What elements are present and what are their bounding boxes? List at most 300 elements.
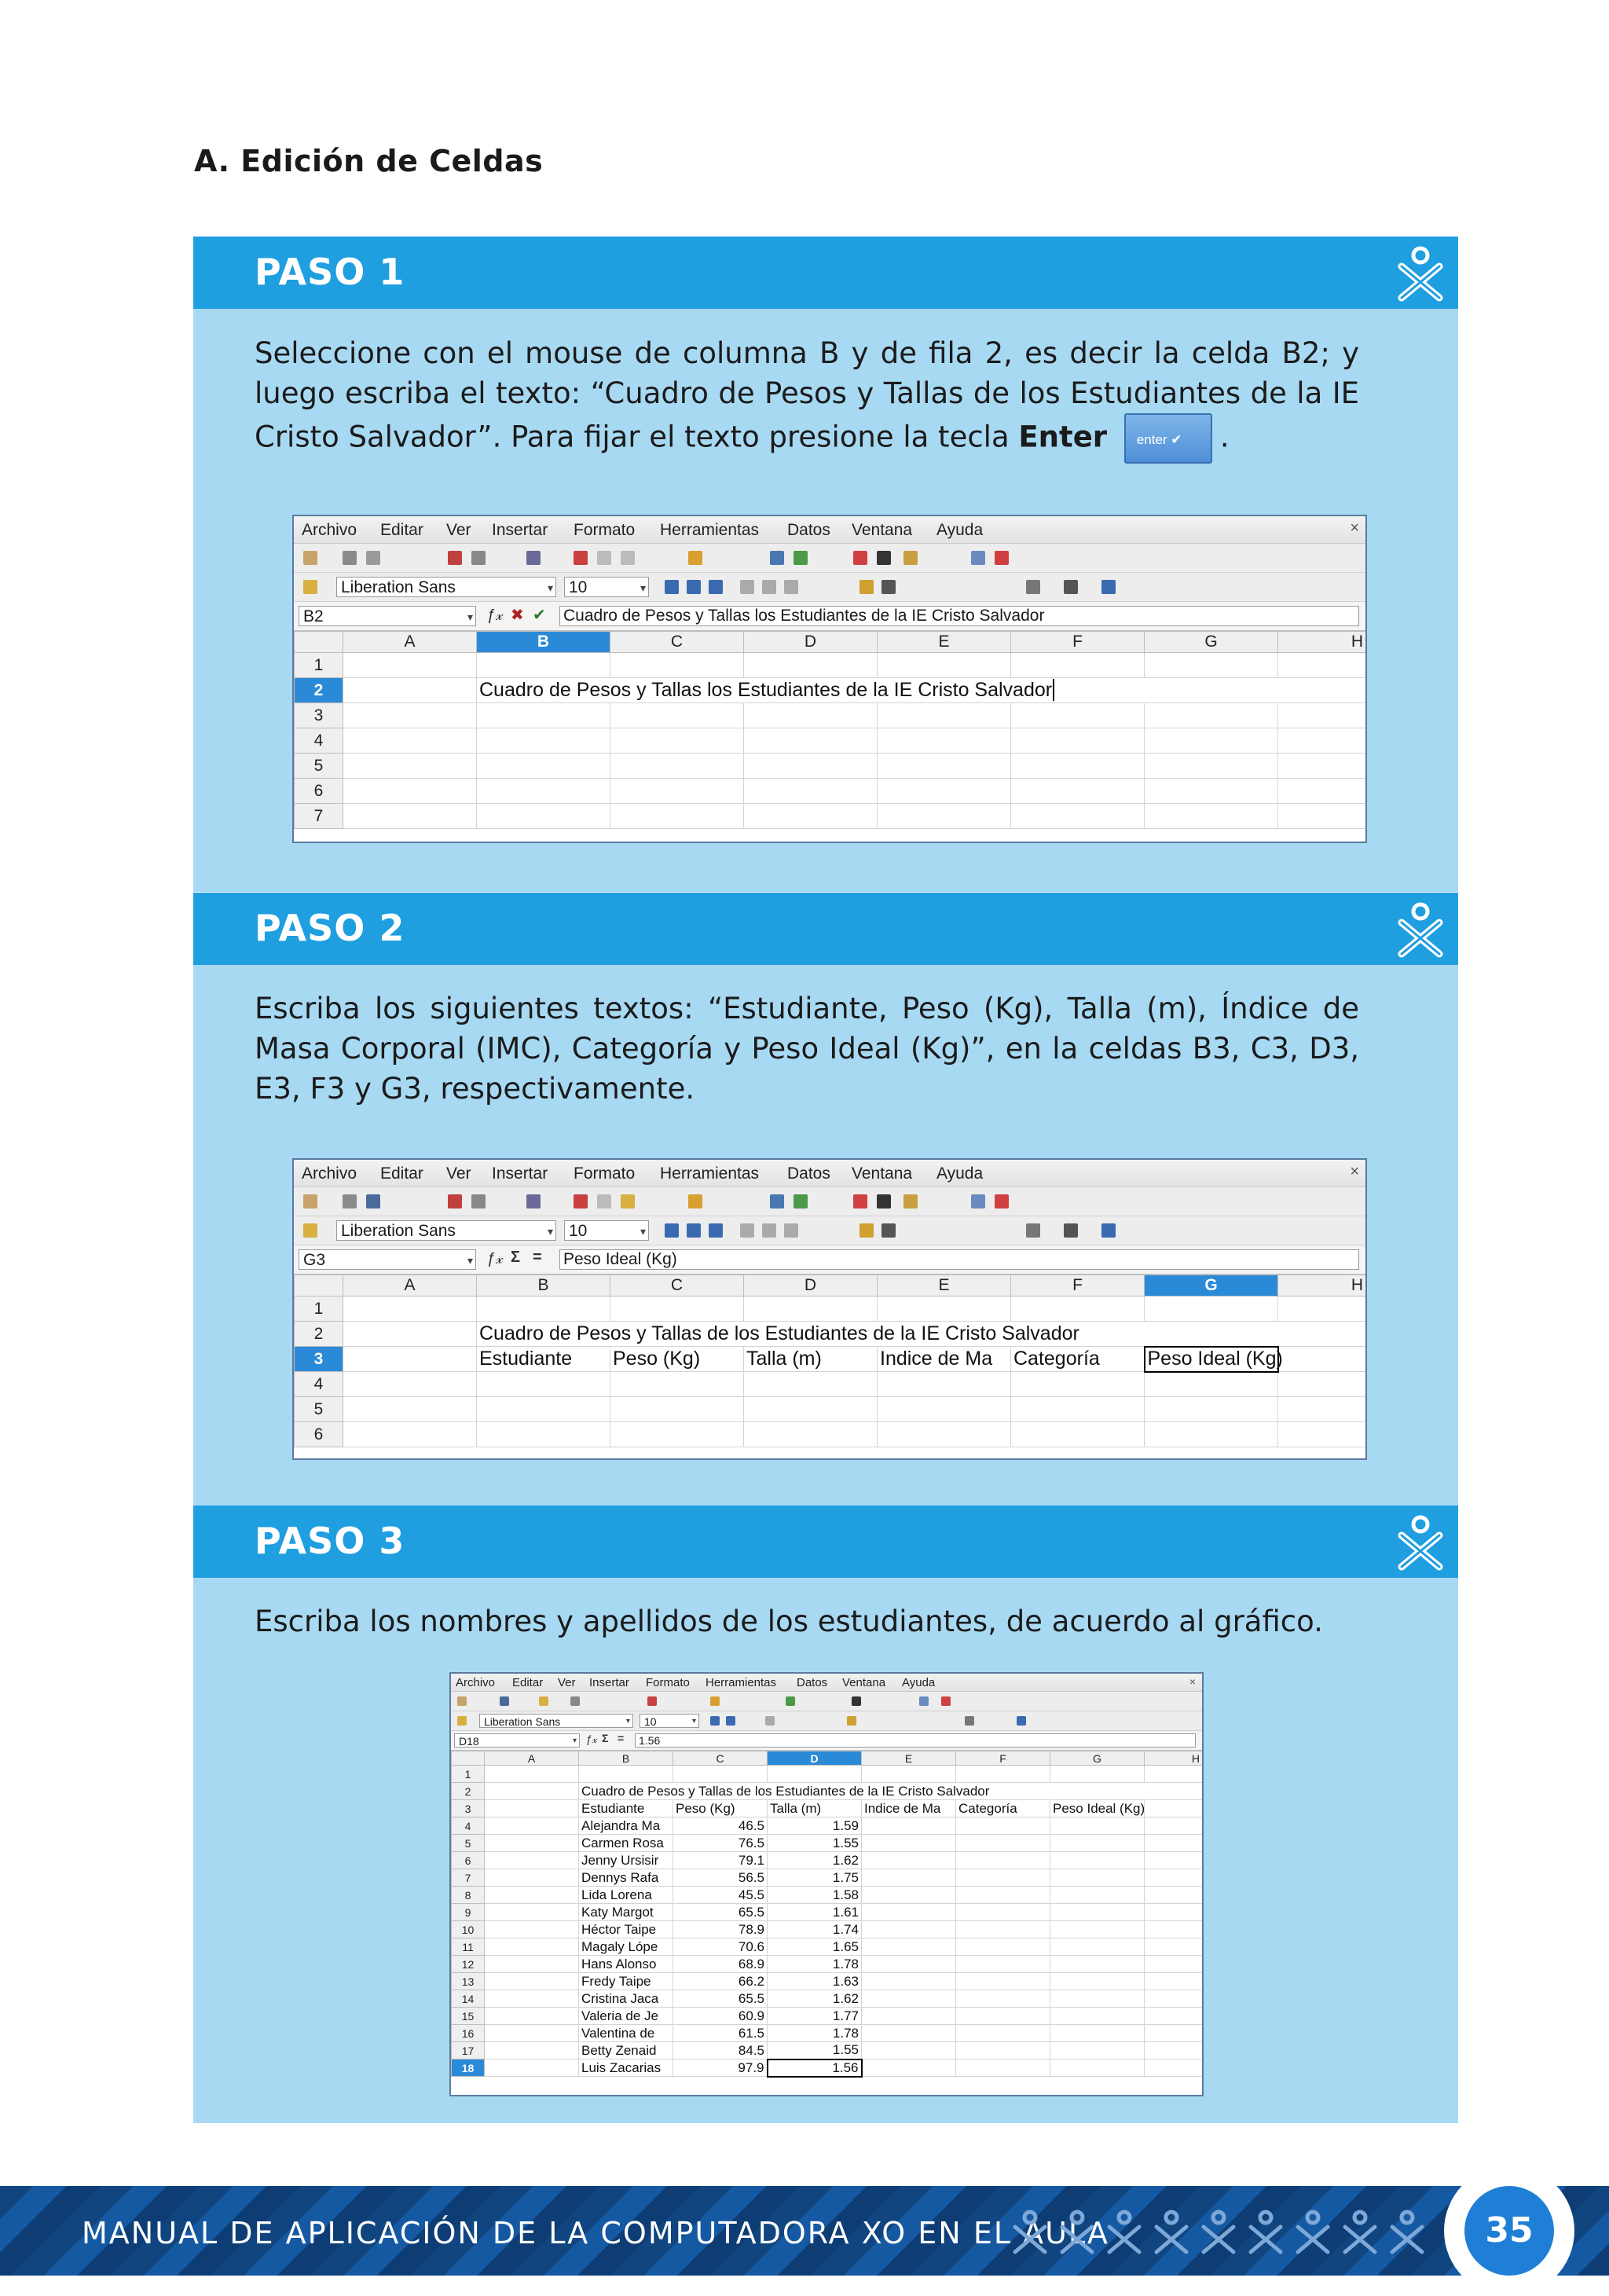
close-icon[interactable]: × — [1350, 519, 1359, 537]
cut-icon[interactable] — [574, 1194, 588, 1209]
align-center-icon[interactable] — [762, 1223, 776, 1238]
menu-ayuda[interactable]: Ayuda — [902, 1676, 936, 1689]
cell-g3[interactable]: Peso Ideal (Kg) — [1145, 1347, 1278, 1372]
student-name-cell[interactable]: Jenny Ursisir — [579, 1852, 673, 1869]
percent-icon[interactable] — [881, 580, 896, 594]
save-icon[interactable] — [500, 1696, 509, 1706]
sort-icon[interactable] — [794, 1194, 808, 1209]
help-icon[interactable] — [995, 551, 1009, 565]
col-header-b[interactable]: B — [579, 1751, 673, 1766]
cell-h[interactable] — [1145, 1835, 1203, 1852]
peso-cell[interactable]: 68.9 — [673, 1956, 768, 1973]
peso-cell[interactable]: 84.5 — [673, 2042, 768, 2059]
sum-icon[interactable]: Σ — [602, 1732, 609, 1744]
gallery-icon[interactable] — [903, 551, 918, 565]
paste-icon[interactable] — [621, 1194, 635, 1209]
student-name-cell[interactable]: Cristina Jaca — [579, 1990, 673, 2008]
cell-f[interactable] — [956, 1835, 1050, 1852]
menu-formato[interactable]: Formato — [646, 1676, 690, 1689]
cell-g[interactable] — [1050, 1990, 1145, 2008]
cell-g[interactable] — [1050, 2059, 1145, 2077]
formula-input[interactable]: 1.56 — [635, 1733, 1196, 1748]
col-header-a[interactable]: A — [485, 1751, 579, 1766]
menu-editar[interactable]: Editar — [380, 521, 423, 539]
cell-g[interactable] — [1050, 2042, 1145, 2059]
hyperlink-icon[interactable] — [770, 551, 784, 565]
col-header-e[interactable]: E — [862, 1751, 956, 1766]
open-icon[interactable] — [343, 1194, 357, 1209]
cell-g[interactable] — [1050, 1921, 1145, 1938]
spellcheck-icon[interactable] — [526, 1194, 541, 1209]
cell-e[interactable] — [862, 1852, 956, 1869]
talla-cell[interactable]: 1.65 — [768, 1938, 862, 1956]
col-header-e[interactable]: E — [878, 1275, 1011, 1297]
cell-f[interactable] — [956, 1938, 1050, 1956]
navigator-icon[interactable] — [852, 1696, 861, 1706]
cut-icon[interactable] — [574, 551, 588, 565]
cell-a[interactable] — [485, 1835, 579, 1852]
name-box[interactable]: D18 ▾ — [454, 1733, 580, 1748]
formula-input[interactable]: Cuadro de Pesos y Tallas los Estudiantes de la IE Cristo Salvador — [559, 606, 1359, 626]
align-left-icon[interactable] — [765, 1716, 775, 1726]
italic-icon[interactable] — [687, 580, 701, 594]
col-header-c[interactable]: C — [610, 1275, 744, 1297]
student-name-cell[interactable]: Magaly Lópe — [579, 1938, 673, 1956]
student-name-cell[interactable]: Valeria de Je — [579, 2008, 673, 2025]
col-header-d[interactable]: D — [744, 1275, 878, 1297]
row-header[interactable]: 8 — [452, 1887, 485, 1904]
cell-a[interactable] — [485, 2025, 579, 2042]
cell-h[interactable] — [1145, 1938, 1203, 1956]
function-icon[interactable]: = — [618, 1732, 625, 1744]
menu-archivo[interactable]: Archivo — [456, 1676, 496, 1689]
sum-icon[interactable]: Σ — [511, 1249, 521, 1266]
row-header[interactable]: 5 — [295, 754, 343, 779]
function-wizard-icon[interactable]: ƒ𝓍 — [586, 1733, 598, 1745]
menu-datos[interactable]: Datos — [787, 521, 830, 539]
row-header[interactable]: 4 — [452, 1817, 485, 1835]
cell-f[interactable] — [956, 1869, 1050, 1887]
cell-g[interactable] — [1050, 2025, 1145, 2042]
col-header-f[interactable]: F — [956, 1751, 1050, 1766]
col-header-g[interactable]: G — [1145, 1275, 1278, 1297]
save-icon[interactable] — [366, 1194, 380, 1209]
align-left-icon[interactable] — [740, 1223, 754, 1238]
cell-e3[interactable]: Indice de Ma — [878, 1347, 1011, 1372]
hyperlink-icon[interactable] — [770, 1194, 784, 1209]
row-header[interactable]: 3 — [452, 1800, 485, 1817]
cell-a[interactable] — [485, 1904, 579, 1921]
talla-cell[interactable]: 1.74 — [768, 1921, 862, 1938]
cell-d3[interactable]: Talla (m) — [768, 1800, 862, 1817]
row-header[interactable]: 6 — [452, 1852, 485, 1869]
cell-f3[interactable]: Categoría — [1011, 1347, 1145, 1372]
cell-c3[interactable]: Peso (Kg) — [673, 1800, 768, 1817]
menu-ayuda[interactable]: Ayuda — [936, 521, 984, 539]
cell-b3[interactable]: Estudiante — [477, 1347, 610, 1372]
menu-herramientas[interactable]: Herramientas — [660, 521, 760, 539]
row-header[interactable]: 6 — [295, 779, 343, 804]
student-name-cell[interactable]: Hans Alonso — [579, 1956, 673, 1973]
cell-f[interactable] — [956, 2008, 1050, 2025]
talla-cell[interactable]: 1.77 — [768, 2008, 862, 2025]
help-icon[interactable] — [995, 1194, 1009, 1209]
new-icon[interactable] — [303, 1194, 317, 1209]
cell-a[interactable] — [485, 1921, 579, 1938]
menu-insertar[interactable]: Insertar — [492, 521, 548, 539]
row-header[interactable]: 14 — [452, 1990, 485, 2008]
pdf-icon[interactable] — [448, 1194, 462, 1209]
peso-cell[interactable]: 66.2 — [673, 1973, 768, 1990]
cell-b3[interactable]: Estudiante — [579, 1800, 673, 1817]
pdf-icon[interactable] — [448, 551, 462, 565]
menu-editar[interactable]: Editar — [380, 1165, 423, 1183]
find-icon[interactable] — [919, 1696, 929, 1706]
cell-f3[interactable]: Categoría — [956, 1800, 1050, 1817]
font-size-combo[interactable]: 10 ▾ — [564, 577, 649, 597]
row-header[interactable]: 5 — [452, 1835, 485, 1852]
menu-ver[interactable]: Ver — [558, 1676, 576, 1689]
cell-e[interactable] — [862, 1817, 956, 1835]
row-header[interactable]: 6 — [295, 1422, 343, 1447]
row-header[interactable]: 1 — [452, 1766, 485, 1783]
col-header-b[interactable]: B — [477, 632, 610, 653]
row-header[interactable]: 10 — [452, 1921, 485, 1938]
col-header-f[interactable]: F — [1011, 1275, 1145, 1297]
menu-ver[interactable]: Ver — [446, 521, 471, 539]
menu-archivo[interactable]: Archivo — [302, 1165, 357, 1183]
print-icon[interactable] — [471, 551, 486, 565]
borders-icon[interactable] — [1026, 1223, 1040, 1238]
cell-h[interactable] — [1145, 2042, 1203, 2059]
cell-f[interactable] — [956, 1852, 1050, 1869]
bold-icon[interactable] — [710, 1716, 720, 1726]
col-header-d[interactable]: D — [744, 632, 878, 653]
cut-icon[interactable] — [647, 1696, 657, 1706]
talla-cell[interactable]: 1.75 — [768, 1869, 862, 1887]
cell-a[interactable] — [485, 1817, 579, 1835]
currency-icon[interactable] — [847, 1716, 856, 1726]
cell-g[interactable] — [1050, 1852, 1145, 1869]
talla-cell[interactable]: 1.62 — [768, 1852, 862, 1869]
cell-b2[interactable]: Cuadro de Pesos y Tallas de los Estudiantes de la IE Cristo Salvador — [579, 1783, 1203, 1800]
student-name-cell[interactable]: Valentina de — [579, 2025, 673, 2042]
cell-e[interactable] — [862, 2042, 956, 2059]
row-header[interactable]: 17 — [452, 2042, 485, 2059]
row-header[interactable]: 7 — [295, 804, 343, 829]
cell-h[interactable] — [1145, 1887, 1203, 1904]
menu-ver[interactable]: Ver — [446, 1165, 471, 1183]
cell-a[interactable] — [485, 2042, 579, 2059]
col-header-c[interactable]: C — [673, 1751, 768, 1766]
menu-herramientas[interactable]: Herramientas — [660, 1165, 760, 1183]
gallery-icon[interactable] — [903, 1194, 918, 1209]
row-header[interactable]: 2 — [295, 1322, 343, 1347]
row-header[interactable]: 9 — [452, 1904, 485, 1921]
font-size-combo[interactable]: 10 ▾ — [640, 1714, 699, 1728]
cell-c3[interactable]: Peso (Kg) — [610, 1347, 744, 1372]
peso-cell[interactable]: 60.9 — [673, 2008, 768, 2025]
cell-a[interactable] — [485, 2008, 579, 2025]
cell-f[interactable] — [956, 1904, 1050, 1921]
font-name-combo[interactable]: Liberation Sans ▾ — [336, 1220, 556, 1241]
row-header[interactable]: 11 — [452, 1938, 485, 1956]
cell-e[interactable] — [862, 1921, 956, 1938]
menu-herramientas[interactable]: Herramientas — [706, 1676, 777, 1689]
currency-icon[interactable] — [859, 580, 874, 594]
student-name-cell[interactable]: Lida Lorena — [579, 1887, 673, 1904]
copy-icon[interactable] — [597, 1194, 611, 1209]
talla-cell[interactable]: 1.55 — [768, 2042, 862, 2059]
menu-datos[interactable]: Datos — [787, 1165, 830, 1183]
cell-g[interactable] — [1050, 2008, 1145, 2025]
cell-a[interactable] — [485, 1990, 579, 2008]
cell-f[interactable] — [956, 2059, 1050, 2077]
menu-formato[interactable]: Formato — [574, 521, 636, 539]
peso-cell[interactable]: 70.6 — [673, 1938, 768, 1956]
cell-a[interactable] — [485, 1852, 579, 1869]
new-icon[interactable] — [457, 1696, 467, 1706]
peso-cell[interactable]: 65.5 — [673, 1904, 768, 1921]
align-right-icon[interactable] — [784, 1223, 798, 1238]
row-header[interactable]: 5 — [295, 1397, 343, 1422]
underline-icon[interactable] — [709, 580, 723, 594]
menu-ventana[interactable]: Ventana — [842, 1676, 886, 1689]
name-box[interactable]: B2 ▾ — [299, 606, 476, 626]
undo-icon[interactable] — [688, 1194, 702, 1209]
function-wizard-icon[interactable]: ƒ𝓍 — [487, 1250, 504, 1267]
menu-formato[interactable]: Formato — [574, 1165, 636, 1183]
currency-icon[interactable] — [859, 1223, 874, 1238]
bold-icon[interactable] — [665, 1223, 679, 1238]
cell-g[interactable] — [1050, 1817, 1145, 1835]
cell-a[interactable] — [485, 1887, 579, 1904]
paste-icon[interactable] — [621, 551, 635, 565]
cancel-icon[interactable]: ✖ — [511, 607, 524, 624]
row-header[interactable]: 1 — [295, 653, 343, 678]
navigator-icon[interactable] — [877, 551, 891, 565]
function-icon[interactable]: = — [533, 1249, 542, 1266]
chart-icon[interactable] — [853, 551, 867, 565]
cell-h[interactable] — [1145, 1817, 1203, 1835]
corner-cell[interactable] — [452, 1751, 485, 1766]
row-header[interactable]: 12 — [452, 1956, 485, 1973]
peso-cell[interactable]: 61.5 — [673, 2025, 768, 2042]
cell-h[interactable] — [1145, 2008, 1203, 2025]
student-name-cell[interactable]: Dennys Rafa — [579, 1869, 673, 1887]
background-color-icon[interactable] — [1064, 1223, 1078, 1238]
cell-f[interactable] — [956, 1956, 1050, 1973]
student-name-cell[interactable]: Carmen Rosa — [579, 1835, 673, 1852]
student-name-cell[interactable]: Fredy Taipe — [579, 1973, 673, 1990]
close-icon[interactable]: × — [1350, 1163, 1359, 1180]
cell-g[interactable] — [1050, 1938, 1145, 1956]
cell-e[interactable] — [862, 2008, 956, 2025]
cell-f[interactable] — [956, 1921, 1050, 1938]
cell-a[interactable] — [485, 1869, 579, 1887]
cell-e[interactable] — [862, 2059, 956, 2077]
find-icon[interactable] — [971, 1194, 985, 1209]
cell-h[interactable] — [1145, 1956, 1203, 1973]
corner-cell[interactable] — [295, 632, 343, 653]
cell-b2[interactable]: Cuadro de Pesos y Tallas de los Estudiantes de la IE Cristo Salvador — [477, 1322, 1366, 1347]
talla-cell[interactable]: 1.56 — [768, 2059, 862, 2077]
talla-cell[interactable]: 1.58 — [768, 1887, 862, 1904]
cell-e[interactable] — [862, 1835, 956, 1852]
copy-icon[interactable] — [597, 551, 611, 565]
font-color-icon[interactable] — [1101, 580, 1116, 594]
align-center-icon[interactable] — [762, 580, 776, 594]
new-icon[interactable] — [303, 551, 317, 565]
cell-a[interactable] — [485, 1956, 579, 1973]
sort-icon[interactable] — [786, 1696, 795, 1706]
navigator-icon[interactable] — [877, 1194, 891, 1209]
chart-icon[interactable] — [853, 1194, 867, 1209]
cell-h[interactable] — [1145, 1904, 1203, 1921]
font-color-icon[interactable] — [1017, 1716, 1026, 1726]
row-header[interactable]: 1 — [295, 1297, 343, 1322]
row-header[interactable]: 4 — [295, 728, 343, 754]
row-header[interactable]: 3 — [295, 1347, 343, 1372]
cell-g[interactable] — [1050, 1869, 1145, 1887]
borders-icon[interactable] — [1026, 580, 1040, 594]
font-size-combo[interactable]: 10 ▾ — [564, 1220, 649, 1241]
col-header-h[interactable]: H — [1278, 632, 1366, 653]
open-icon[interactable] — [343, 551, 357, 565]
print-icon[interactable] — [570, 1696, 580, 1706]
font-color-icon[interactable] — [1101, 1223, 1116, 1238]
cell-f[interactable] — [956, 2042, 1050, 2059]
cell-e[interactable] — [862, 1904, 956, 1921]
percent-icon[interactable] — [881, 1223, 896, 1238]
cell-g[interactable] — [1050, 1835, 1145, 1852]
talla-cell[interactable]: 1.59 — [768, 1817, 862, 1835]
cell-h[interactable] — [1145, 1869, 1203, 1887]
cell-f[interactable] — [956, 1990, 1050, 2008]
cell-a[interactable] — [485, 1938, 579, 1956]
function-wizard-icon[interactable]: ƒ𝓍 — [487, 607, 504, 624]
talla-cell[interactable]: 1.78 — [768, 2025, 862, 2042]
col-header-e[interactable]: E — [878, 632, 1011, 653]
cell-f[interactable] — [956, 2025, 1050, 2042]
cell-a[interactable] — [485, 1973, 579, 1990]
row-header[interactable]: 18 — [452, 2059, 485, 2077]
formula-input[interactable]: Peso Ideal (Kg) — [559, 1249, 1359, 1270]
undo-icon[interactable] — [710, 1696, 720, 1706]
bold-icon[interactable] — [665, 580, 679, 594]
peso-cell[interactable]: 76.5 — [673, 1835, 768, 1852]
save-icon[interactable] — [366, 551, 380, 565]
styles-icon[interactable] — [457, 1716, 467, 1726]
peso-cell[interactable]: 78.9 — [673, 1921, 768, 1938]
menu-insertar[interactable]: Insertar — [589, 1676, 629, 1689]
cell-e3[interactable]: Indice de Ma — [862, 1800, 956, 1817]
menu-datos[interactable]: Datos — [797, 1676, 828, 1689]
cell-h[interactable] — [1145, 1852, 1203, 1869]
cell-g[interactable] — [1050, 1973, 1145, 1990]
row-header[interactable]: 4 — [295, 1372, 343, 1397]
menu-archivo[interactable]: Archivo — [302, 521, 357, 539]
cell-e[interactable] — [862, 1973, 956, 1990]
cell-h[interactable] — [1145, 1973, 1203, 1990]
talla-cell[interactable]: 1.63 — [768, 1973, 862, 1990]
accept-icon[interactable]: ✔ — [533, 607, 546, 624]
col-header-d[interactable]: D — [768, 1751, 862, 1766]
cell-g[interactable] — [1050, 1887, 1145, 1904]
talla-cell[interactable]: 1.78 — [768, 1956, 862, 1973]
student-name-cell[interactable]: Héctor Taipe — [579, 1921, 673, 1938]
student-name-cell[interactable]: Luis Zacarias — [579, 2059, 673, 2077]
italic-icon[interactable] — [687, 1223, 701, 1238]
italic-icon[interactable] — [726, 1716, 735, 1726]
borders-icon[interactable] — [965, 1716, 974, 1726]
row-header[interactable]: 15 — [452, 2008, 485, 2025]
student-name-cell[interactable]: Betty Zenaid — [579, 2042, 673, 2059]
peso-cell[interactable]: 65.5 — [673, 1990, 768, 2008]
cell-g[interactable] — [1050, 1904, 1145, 1921]
cell-d3[interactable]: Talla (m) — [744, 1347, 878, 1372]
student-name-cell[interactable]: Katy Margot — [579, 1904, 673, 1921]
sort-icon[interactable] — [794, 551, 808, 565]
peso-cell[interactable]: 79.1 — [673, 1852, 768, 1869]
peso-cell[interactable]: 97.9 — [673, 2059, 768, 2077]
peso-cell[interactable]: 46.5 — [673, 1817, 768, 1835]
font-name-combo[interactable]: Liberation Sans ▾ — [479, 1714, 633, 1728]
talla-cell[interactable]: 1.55 — [768, 1835, 862, 1852]
menu-editar[interactable]: Editar — [512, 1676, 544, 1689]
styles-icon[interactable] — [303, 580, 317, 594]
close-icon[interactable]: × — [1189, 1675, 1196, 1688]
help-icon[interactable] — [941, 1696, 951, 1706]
spellcheck-icon[interactable] — [526, 551, 541, 565]
col-header-h[interactable]: H — [1145, 1751, 1203, 1766]
row-header[interactable]: 2 — [295, 678, 343, 703]
col-header-g[interactable]: G — [1050, 1751, 1145, 1766]
align-right-icon[interactable] — [784, 580, 798, 594]
cell-e[interactable] — [862, 1956, 956, 1973]
menu-ventana[interactable]: Ventana — [852, 521, 913, 539]
col-header-a[interactable]: A — [343, 1275, 477, 1297]
print-icon[interactable] — [471, 1194, 486, 1209]
font-name-combo[interactable]: Liberation Sans ▾ — [336, 577, 556, 597]
student-name-cell[interactable]: Alejandra Ma — [579, 1817, 673, 1835]
name-box[interactable]: G3 ▾ — [299, 1249, 476, 1270]
menu-ventana[interactable]: Ventana — [852, 1165, 913, 1183]
underline-icon[interactable] — [709, 1223, 723, 1238]
cell-h[interactable] — [1145, 2025, 1203, 2042]
cell-e[interactable] — [862, 1990, 956, 2008]
peso-cell[interactable]: 56.5 — [673, 1869, 768, 1887]
peso-cell[interactable]: 45.5 — [673, 1887, 768, 1904]
align-left-icon[interactable] — [740, 580, 754, 594]
col-header-h[interactable]: H — [1278, 1275, 1366, 1297]
col-header-a[interactable]: A — [343, 632, 477, 653]
cell-f[interactable] — [956, 1973, 1050, 1990]
cell-g[interactable] — [1050, 1956, 1145, 1973]
cell-g3[interactable]: Peso Ideal (Kg) — [1050, 1800, 1145, 1817]
row-header[interactable]: 7 — [452, 1869, 485, 1887]
corner-cell[interactable] — [295, 1275, 343, 1297]
cell-e[interactable] — [862, 2025, 956, 2042]
menu-ayuda[interactable]: Ayuda — [936, 1165, 984, 1183]
row-header[interactable]: 16 — [452, 2025, 485, 2042]
col-header-g[interactable]: G — [1145, 632, 1278, 653]
find-icon[interactable] — [971, 551, 985, 565]
col-header-b[interactable]: B — [477, 1275, 610, 1297]
col-header-f[interactable]: F — [1011, 632, 1145, 653]
edit-file-icon[interactable] — [539, 1696, 548, 1706]
talla-cell[interactable]: 1.61 — [768, 1904, 862, 1921]
